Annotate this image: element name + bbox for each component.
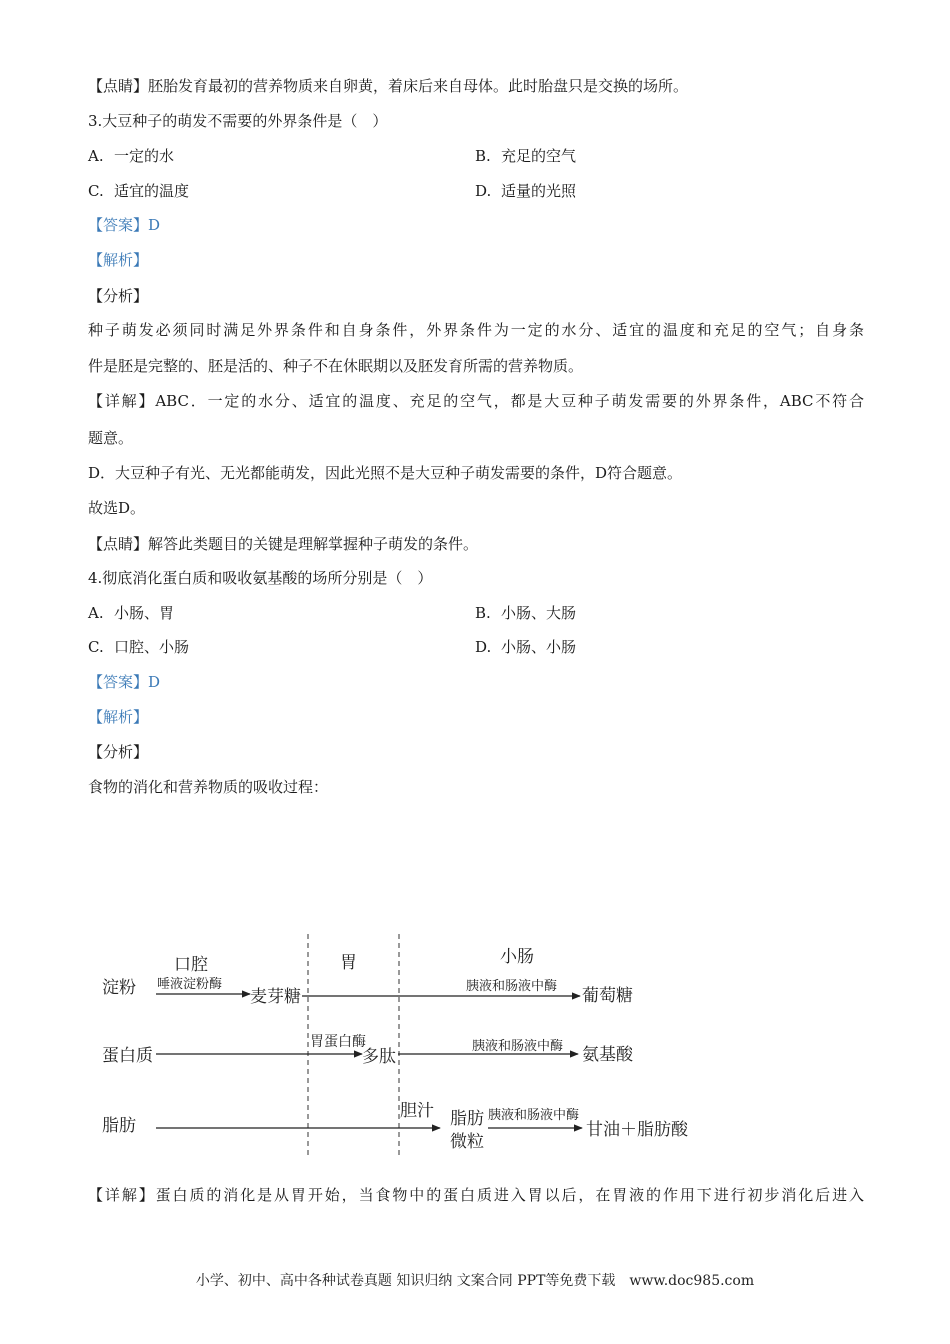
q3-choose: 故选D。 xyxy=(88,499,146,517)
page-footer: 小学、初中、高中各种试卷真题 知识归纳 文案合同 PPT等免费下载 www.doc985.com xyxy=(195,1273,755,1289)
option-letter: D. xyxy=(475,638,492,656)
q3-analysis-paragraph-line2: 件是胚是完整的、胚是活的、种子不在休眠期以及胚发育所需的营养物质。 xyxy=(88,357,584,375)
starch-label: 淀粉 xyxy=(102,978,136,998)
option-letter: A. xyxy=(88,604,104,622)
option-letter: B. xyxy=(475,147,491,165)
q3-detail-line2: 题意。 xyxy=(88,429,134,447)
q4-detail-line1: 【详解】蛋白质的消化是从胃开始，当食物中的蛋白质进入胃以后，在胃液的作用下进行初步消化后进入 xyxy=(88,1186,864,1204)
fat-enzyme-pancreatic: 胰液和肠液中酶 xyxy=(488,1108,580,1123)
q3-option-b xyxy=(475,146,576,166)
option-letter: A. xyxy=(88,147,104,165)
question-3-stem: 3.大豆种子的萌发不需要的外界条件是（ ） xyxy=(88,112,388,130)
option-text: 适宜的温度 xyxy=(114,182,190,200)
q4-option-d xyxy=(475,637,576,657)
region-mouth: 口腔 xyxy=(174,955,208,975)
option-letter: B. xyxy=(475,604,491,622)
q4-intro: 食物的消化和营养物质的吸收过程： xyxy=(88,778,329,796)
protein-product-polypeptide: 多肽 xyxy=(362,1047,396,1067)
option-text: 小肠、大肠 xyxy=(501,604,577,622)
q3-option-d xyxy=(475,181,576,201)
q4-analysis-heading: 【解析】 xyxy=(88,708,149,726)
q4-answer: 【答案】D xyxy=(88,673,161,691)
option-text: 小肠、小肠 xyxy=(501,638,577,656)
region-stomach: 胃 xyxy=(340,953,357,973)
question-4-stem: 4.彻底消化蛋白质和吸收氨基酸的场所分别是（ ） xyxy=(88,569,433,587)
protein-enzyme-pancreatic: 胰液和肠液中酶 xyxy=(472,1039,564,1054)
region-small-intestine: 小肠 xyxy=(500,947,534,967)
fat-agent-bile: 胆汁 xyxy=(400,1101,434,1121)
q3-option-c xyxy=(88,181,189,201)
fat-product-droplets-line1: 脂肪 xyxy=(450,1109,484,1129)
q4-option-c xyxy=(88,637,189,657)
fat-product-glycerol-fatty-acid: 甘油＋脂肪酸 xyxy=(586,1120,688,1140)
q3-fenxi-heading: 【分析】 xyxy=(88,287,149,305)
q3-analysis-heading: 【解析】 xyxy=(88,251,149,269)
option-letter: C. xyxy=(88,638,104,656)
protein-product-amino-acid: 氨基酸 xyxy=(582,1045,633,1065)
option-text: 小肠、胃 xyxy=(114,604,175,622)
protein-enzyme-pepsin: 胃蛋白酶 xyxy=(310,1034,366,1050)
option-text: 一定的水 xyxy=(114,147,175,165)
digestion-diagram xyxy=(96,930,716,1160)
q4-fenxi-heading: 【分析】 xyxy=(88,743,149,761)
option-letter: C. xyxy=(88,182,104,200)
fat-product-droplets-line2: 微粒 xyxy=(450,1132,484,1152)
q3-answer: 【答案】D xyxy=(88,216,161,234)
fat-label: 脂肪 xyxy=(102,1116,136,1136)
starch-product-glucose: 葡萄糖 xyxy=(582,986,633,1006)
q3-point-note: 【点睛】解答此类题目的关键是理解掌握种子萌发的条件。 xyxy=(88,535,479,553)
option-letter: D. xyxy=(475,182,492,200)
option-text: 充足的空气 xyxy=(501,147,577,165)
q3-option-a xyxy=(88,146,174,166)
q4-option-b xyxy=(475,603,576,623)
q3-detail-line1: 【详解】ABC．一定的水分、适宜的温度、充足的空气，都是大豆种子萌发需要的外界条件，ABC不符合 xyxy=(88,392,864,410)
q4-option-a xyxy=(88,603,174,623)
protein-label: 蛋白质 xyxy=(102,1046,153,1066)
option-text: 适量的光照 xyxy=(501,182,577,200)
starch-enzyme-saliva: 唾液淀粉酶 xyxy=(157,977,223,992)
point-note-q2: 【点睛】胚胎发育最初的营养物质来自卵黄，着床后来自母体。此时胎盘只是交换的场所。 xyxy=(88,77,689,95)
q3-analysis-paragraph-line1: 种子萌发必须同时满足外界条件和自身条件，外界条件为一定的水分、适宜的温度和充足的空气；自身条 xyxy=(88,321,864,339)
q3-detail-d: D．大豆种子有光、无光都能萌发，因此光照不是大豆种子萌发需要的条件，D符合题意。 xyxy=(88,464,683,482)
starch-product-maltose: 麦芽糖 xyxy=(250,987,301,1007)
starch-enzyme-pancreatic: 胰液和肠液中酶 xyxy=(466,979,558,994)
option-text: 口腔、小肠 xyxy=(114,638,190,656)
